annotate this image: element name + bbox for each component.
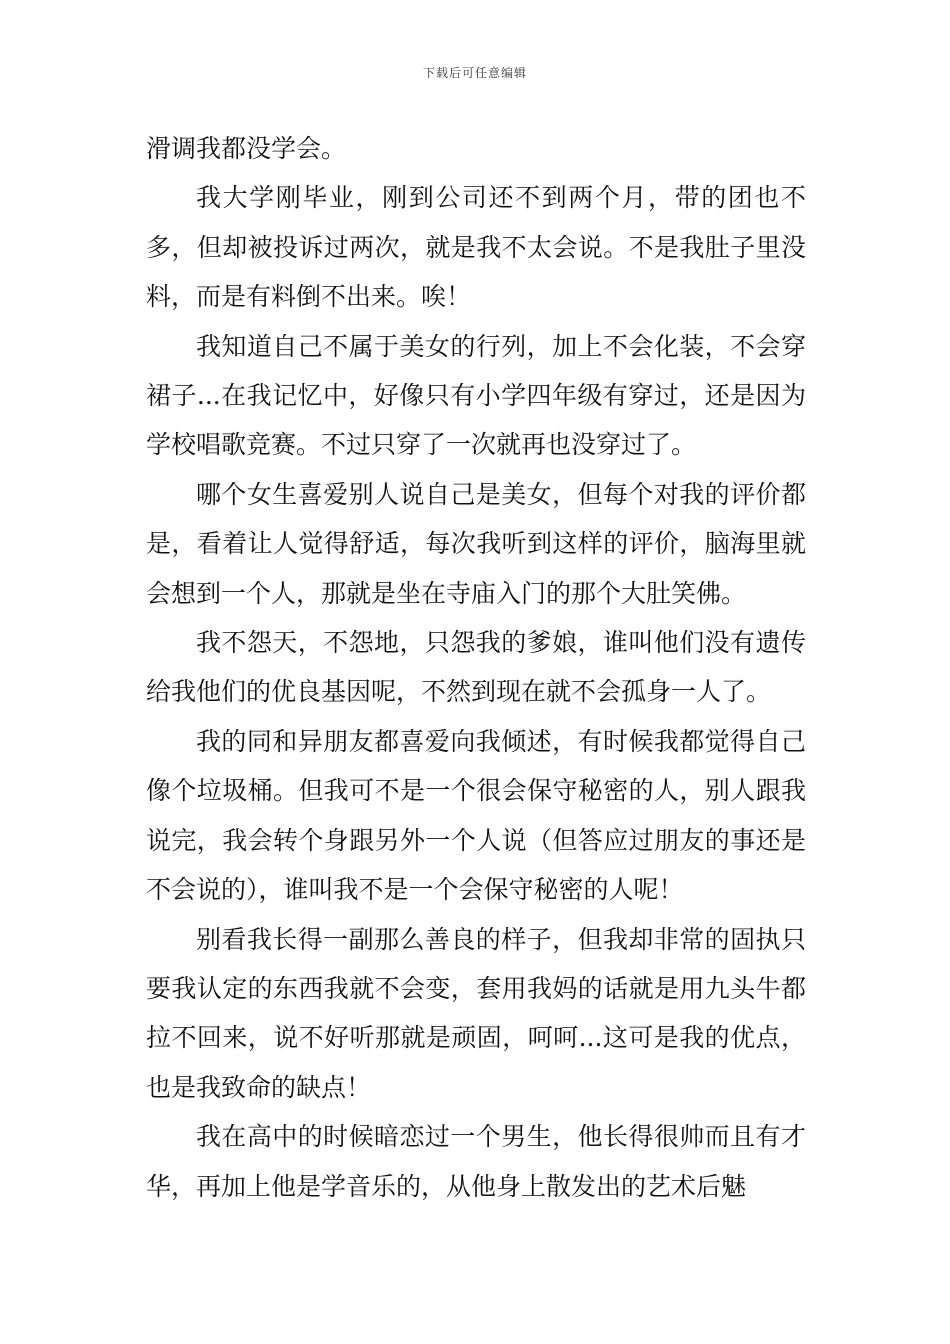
page-header: 下载后可任意编辑: [422, 66, 527, 80]
paragraph: 我知道自己不属于美女的行列，加上不会化装，不会穿裙子...在我记忆中，好像只有小学四年级有穿过，还是因为学校唱歌竞赛。不过只穿了一次就再也没穿过了。: [146, 331, 806, 460]
paragraph: 我不怨天，不怨地，只怨我的爹娘，谁叫他们没有遗传给我他们的优良基因呢，不然到现在就不会孤身一人了。: [146, 628, 806, 707]
paragraph: 我在高中的时候暗恋过一个男生，他长得很帅而且有才华，再加上他是学音乐的，从他身上散发出的艺术后魅: [146, 1122, 806, 1201]
paragraph: 我的同和异朋友都喜爱向我倾述，有时候我都觉得自己像个垃圾桶。但我可不是一个很会保守秘密的人，别人跟我说完，我会转个身跟另外一个人说（但答应过朋友的事还是不会说的），谁叫我不是一个会保守秘密的人呢！: [146, 726, 806, 905]
paragraph: 别看我长得一副那么善良的样子，但我却非常的固执只要我认定的东西我就不会变，套用我妈的话就是用九头牛都拉不回来，说不好听那就是顽固，呵呵...这可是我的优点，也是我致命的缺点！: [146, 924, 806, 1102]
paragraph: 哪个女生喜爱别人说自己是美女，但每个对我的评价都是，看着让人觉得舒适，每次我听到这样的评价，脑海里就会想到一个人，那就是坐在寺庙入门的那个大肚笑佛。: [146, 479, 806, 608]
paragraph-continuation: 滑调我都没学会。: [146, 134, 347, 163]
document-body: [146, 124, 806, 1211]
paragraph: 我大学刚毕业，刚到公司还不到两个月，带的团也不多，但却被投诉过两次，就是我不太会说。不是我肚子里没料，而是有料倒不出来。唉！: [146, 183, 806, 312]
